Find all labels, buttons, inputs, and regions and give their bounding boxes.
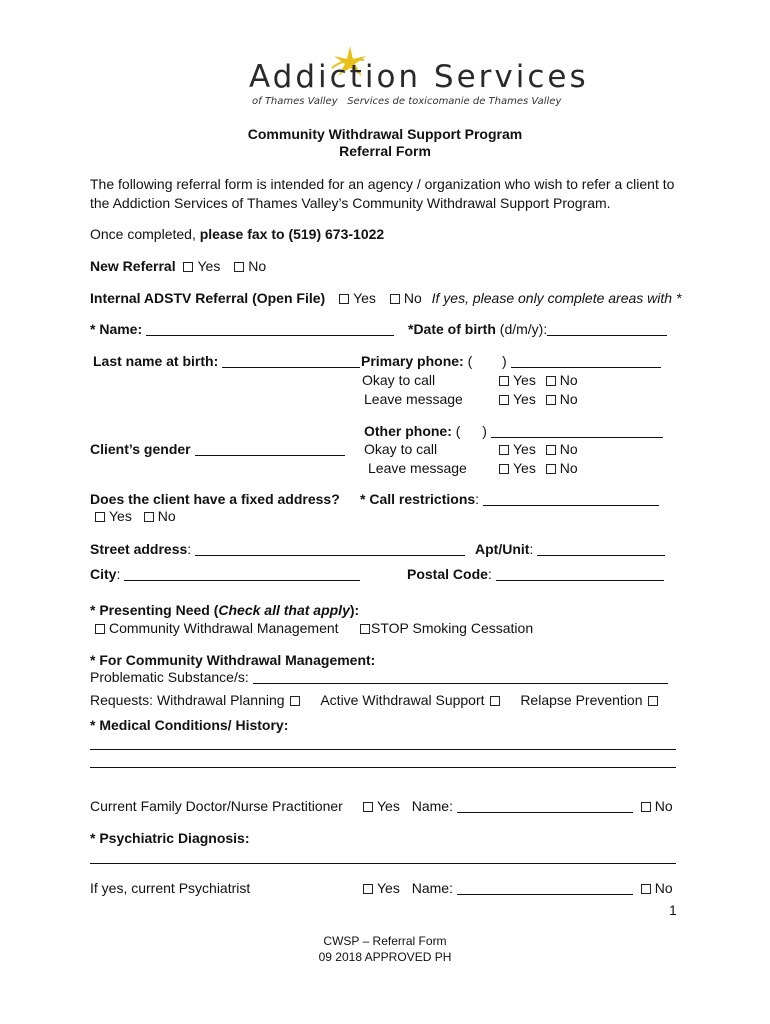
active-withdrawal-label: Active Withdrawal Support [320, 692, 485, 708]
psychiatrist-label: If yes, current Psychiatrist [90, 880, 251, 896]
psychiatrist-no-label: No [654, 880, 673, 896]
fixed-address-label: Does the client have a fixed address? [90, 491, 340, 507]
footer-line-2: 09 2018 APPROVED PH [318, 950, 452, 964]
logo-title: Addiction Services [249, 59, 589, 95]
footer-line-1: CWSP – Referral Form [323, 934, 447, 948]
fixed-address-yes-label: Yes [109, 508, 132, 524]
medical-heading: * Medical Conditions/ History: [90, 717, 289, 733]
other-okay-label: Okay to call [364, 441, 438, 457]
cwm-label: Community Withdrawal Management [109, 620, 339, 636]
dob-field [408, 321, 667, 338]
internal-no-label: No [403, 290, 422, 306]
other-leave-yes-label: Yes [513, 460, 536, 476]
presenting-suffix: ): [349, 602, 360, 618]
new-referral-yes-checkbox[interactable] [183, 262, 193, 272]
other-okay-yes-label: Yes [513, 441, 536, 457]
primary-phone-field [361, 353, 661, 370]
internal-yes-checkbox[interactable] [339, 294, 349, 304]
primary-phone-area-input[interactable] [476, 355, 498, 368]
new-referral-label: New Referral [90, 258, 176, 274]
psychiatrist-yes-label: Yes [377, 880, 400, 896]
fax-number: please fax to (519) 673-1022 [199, 226, 385, 242]
page-number: 1 [669, 902, 677, 918]
fixed-address-no-checkbox[interactable] [144, 512, 154, 522]
form-title [0, 126, 770, 160]
logo-sub-en: of Thames Valley [252, 96, 338, 107]
primary-okay-no-checkbox[interactable] [546, 376, 556, 386]
new-referral-no-checkbox[interactable] [234, 262, 244, 272]
call-restrictions-label: * Call restrictions [360, 491, 476, 507]
presenting-need-heading [90, 602, 359, 619]
primary-leave-options [499, 391, 578, 408]
primary-leave-no-checkbox[interactable] [546, 395, 556, 405]
city-label: City [90, 566, 117, 582]
primary-phone-label: Primary phone: [361, 353, 464, 369]
call-restrictions-colon: : [475, 491, 480, 507]
doctor-name-input[interactable] [457, 799, 633, 813]
primary-leave-yes-checkbox[interactable] [499, 395, 509, 405]
primary-phone-open: ( [467, 353, 473, 369]
internal-no-checkbox[interactable] [390, 294, 400, 304]
other-leave-options [499, 460, 578, 477]
title-line-2: Referral Form [339, 143, 431, 159]
presenting-option-stop [360, 620, 533, 637]
apt-colon: : [529, 541, 534, 557]
relapse-prevention-label: Relapse Prevention [520, 692, 643, 708]
new-referral-row [90, 258, 266, 275]
primary-leave-label: Leave message [364, 391, 463, 407]
name-input[interactable] [146, 322, 394, 336]
other-okay-yes-checkbox[interactable] [499, 445, 509, 455]
requests-label: Requests: [90, 692, 154, 708]
name-field [90, 321, 394, 338]
city-input[interactable] [124, 567, 360, 581]
fax-prefix: Once completed, [90, 226, 200, 242]
apt-input[interactable] [537, 542, 665, 556]
title-line-1: Community Withdrawal Support Program [247, 126, 523, 142]
postal-input[interactable] [496, 567, 664, 581]
last-name-input[interactable] [222, 354, 360, 368]
presenting-option-cwm [95, 620, 339, 637]
presenting-prefix: * Presenting Need ( [90, 602, 219, 618]
primary-okay-no-label: No [559, 372, 578, 388]
medical-line-2[interactable] [90, 767, 676, 768]
gender-input[interactable] [195, 442, 345, 456]
other-phone-area-input[interactable] [464, 425, 478, 438]
doctor-no-checkbox[interactable] [641, 802, 651, 812]
stop-checkbox[interactable] [360, 624, 370, 634]
postal-label: Postal Code [407, 566, 488, 582]
apt-field [475, 541, 665, 558]
other-phone-field [364, 423, 663, 440]
other-okay-no-checkbox[interactable] [546, 445, 556, 455]
other-leave-no-checkbox[interactable] [546, 464, 556, 474]
gender-label: Client’s gender [90, 441, 191, 457]
withdrawal-planning-label: Withdrawal Planning [156, 692, 285, 708]
doctor-label: Current Family Doctor/Nurse Practitioner [90, 798, 343, 814]
active-withdrawal-checkbox[interactable] [490, 696, 500, 706]
psychiatrist-no-checkbox[interactable] [641, 884, 651, 894]
other-leave-no-label: No [559, 460, 578, 476]
internal-referral-row [90, 290, 681, 307]
medical-line-1[interactable] [90, 749, 676, 750]
psychiatrist-options [363, 880, 673, 897]
fixed-address-options [95, 508, 176, 525]
apt-label: Apt/Unit [475, 541, 530, 557]
street-colon: : [187, 541, 192, 557]
primary-okay-yes-checkbox[interactable] [499, 376, 509, 386]
primary-phone-close: ) [502, 353, 507, 369]
other-phone-input[interactable] [491, 424, 663, 438]
presenting-italic: Check all that apply [218, 602, 350, 618]
street-address-label: Street address [90, 541, 188, 557]
doctor-yes-label: Yes [377, 798, 400, 814]
street-address-field [90, 541, 465, 558]
other-phone-close: ) [482, 423, 487, 439]
other-okay-no-label: No [559, 441, 578, 457]
new-referral-yes-label: Yes [197, 258, 221, 274]
logo-sub-fr: Services de toxicomanie de Thames Valley [347, 96, 562, 107]
psychiatrist-name-input[interactable] [457, 881, 633, 895]
internal-referral-label: Internal ADSTV Referral (Open File) [90, 290, 326, 306]
postal-field [407, 566, 664, 583]
primary-okay-label: Okay to call [362, 372, 436, 388]
substances-field [90, 669, 668, 686]
cwm-heading: * For Community Withdrawal Management: [90, 652, 376, 668]
doctor-name-label: Name: [411, 798, 453, 814]
postal-colon: : [487, 566, 492, 582]
requests-row [90, 692, 662, 709]
primary-okay-options [499, 372, 578, 389]
footer [0, 933, 770, 965]
internal-yes-label: Yes [353, 290, 376, 306]
city-field [90, 566, 360, 583]
other-phone-label: Other phone: [364, 423, 452, 439]
primary-leave-yes-label: Yes [513, 391, 536, 407]
cwm-checkbox[interactable] [95, 624, 105, 634]
other-phone-open: ( [455, 423, 461, 439]
last-name-field [93, 353, 360, 370]
dob-label: *Date of birth [408, 321, 496, 337]
internal-note: If yes, please only complete areas with * [431, 290, 682, 306]
name-label: * Name: [90, 321, 143, 337]
gender-field [90, 441, 345, 458]
street-address-input[interactable] [195, 542, 465, 556]
doctor-no-label: No [654, 798, 673, 814]
withdrawal-planning-checkbox[interactable] [290, 696, 300, 706]
dob-format: (d/m/y): [499, 321, 548, 337]
psych-heading: * Psychiatric Diagnosis: [90, 830, 250, 846]
psych-line[interactable] [90, 863, 676, 864]
substances-label: Problematic Substance/s: [90, 669, 249, 685]
other-okay-options [499, 441, 578, 458]
dob-input[interactable] [547, 322, 667, 336]
stop-label: STOP Smoking Cessation [371, 620, 534, 636]
intro-line-1: The following referral form is intended for an agency / organization who wish to refer a client to [90, 176, 675, 192]
fixed-address-yes-checkbox[interactable] [95, 512, 105, 522]
psychiatrist-name-label: Name: [411, 880, 453, 896]
logo-subtitle [252, 96, 561, 107]
new-referral-no-label: No [248, 258, 267, 274]
intro-line-2: the Addiction Services of Thames Valley’s Community Withdrawal Support Program. [90, 195, 611, 211]
other-leave-label: Leave message [368, 460, 467, 476]
doctor-yes-checkbox[interactable] [363, 802, 373, 812]
last-name-label: Last name at birth: [93, 353, 219, 369]
primary-phone-input[interactable] [511, 354, 661, 368]
relapse-prevention-checkbox[interactable] [648, 696, 658, 706]
other-leave-yes-checkbox[interactable] [499, 464, 509, 474]
call-restrictions-input[interactable] [483, 492, 659, 506]
substances-input[interactable] [253, 670, 668, 684]
call-restrictions-field [360, 491, 659, 508]
primary-okay-yes-label: Yes [513, 372, 536, 388]
doctor-options [363, 798, 673, 815]
fax-instruction [90, 226, 384, 243]
psychiatrist-yes-checkbox[interactable] [363, 884, 373, 894]
primary-leave-no-label: No [559, 391, 578, 407]
fixed-address-no-label: No [157, 508, 176, 524]
city-colon: : [116, 566, 121, 582]
